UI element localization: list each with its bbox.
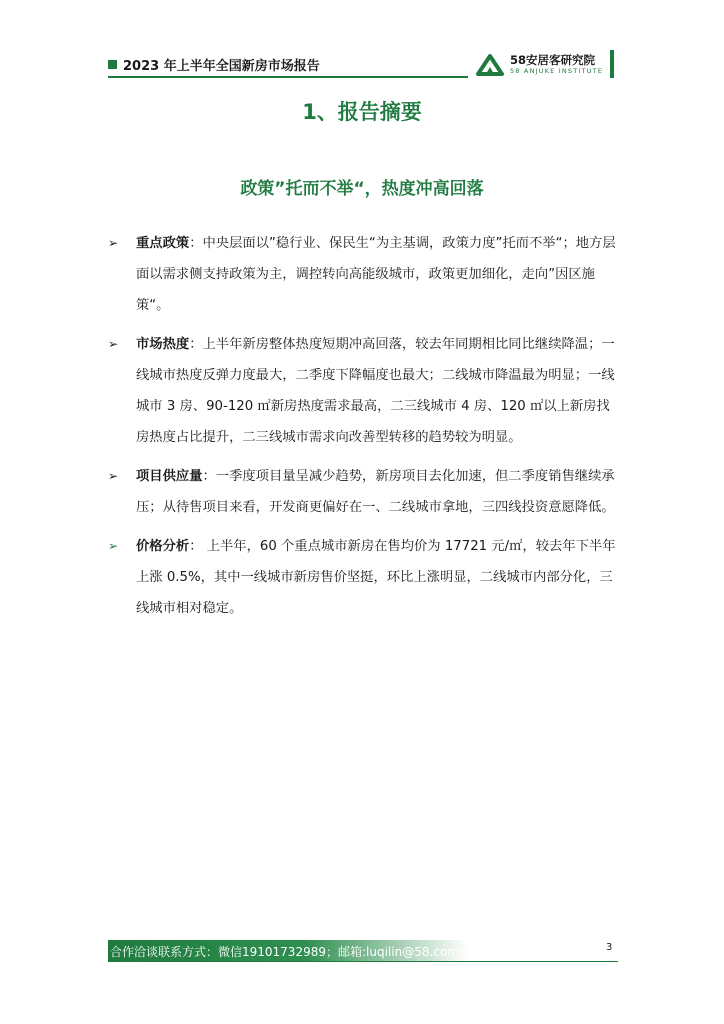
- arrowhead-bullet-icon: ➢: [108, 469, 119, 483]
- header-divider: [108, 76, 468, 78]
- bullet-label: 价格分析: [136, 539, 190, 554]
- bullet-price-analysis: [108, 531, 618, 624]
- contact-info: 合作洽谈联系方式：微信19101732989；邮箱:luqilin@58.com;: [110, 945, 463, 959]
- page-number: 3: [606, 942, 613, 953]
- page-header: [108, 52, 618, 78]
- bullet-market-heat: [108, 329, 618, 453]
- report-title-text: 2023 年上半年全国新房市场报告: [123, 59, 320, 74]
- bullet-project-supply: [108, 461, 618, 523]
- page-title: 1、报告摘要: [302, 100, 422, 124]
- bullet-label: 重点政策: [136, 236, 190, 251]
- footer-divider: [108, 961, 618, 962]
- report-title: [108, 55, 320, 74]
- anjuke-logo-icon: [476, 54, 506, 76]
- summary-bullet-list: [108, 228, 618, 632]
- bullet-text: ：一季度项目量呈减少趋势，新房项目去化加速，但二季度销售继续承压；从待售项目来看，开发商更偏好在一、二线城市拿地，三四线投资意愿降低。: [136, 469, 615, 515]
- arrowhead-bullet-icon: ➢: [108, 539, 119, 553]
- square-bullet-icon: [108, 60, 117, 69]
- bullet-label: 项目供应量: [136, 469, 203, 484]
- bullet-label: 市场热度: [136, 337, 190, 352]
- bullet-text: ：中央层面以”稳行业、保民生“为主基调，政策力度”托而不举“；地方层面以需求侧支持政策为主，调控转向高能级城市，政策更加细化，走向”因区施策“。: [136, 236, 616, 313]
- page-footer: [108, 940, 618, 962]
- bullet-key-policy: [108, 228, 618, 321]
- arrowhead-bullet-icon: ➢: [108, 337, 119, 351]
- arrowhead-bullet-icon: ➢: [108, 236, 119, 250]
- anjuke-logo: [476, 52, 626, 78]
- footer-banner: [108, 940, 468, 962]
- logo-chinese-name: 58安居客研究院: [510, 53, 596, 67]
- logo-english-name: 58 ANJUKE INSTITUTE: [510, 67, 604, 75]
- bullet-text: ： 上半年，60 个重点城市新房在售均价为 17721 元/㎡，较去年下半年上涨 0.5%，其中一线城市新房售价坚挺，环比上涨明显，二线城市内部分化，三线城市相对稳定。: [136, 539, 616, 616]
- logo-accent-bar: [610, 50, 614, 78]
- section-subtitle: 政策”托而不举“，热度冲高回落: [240, 179, 484, 199]
- bullet-text: ：上半年新房整体热度短期冲高回落，较去年同期相比同比继续降温；一线城市热度反弹力度最大，二季度下降幅度也最大；二线城市降温最为明显；一线城市 3 房、90-120 ㎡新房热度需求最高，二三线城市 4 房、120 ㎡以上新房找房热度占比提升，二三线城市需求向改善型转移的趋势较为明显。: [136, 337, 615, 445]
